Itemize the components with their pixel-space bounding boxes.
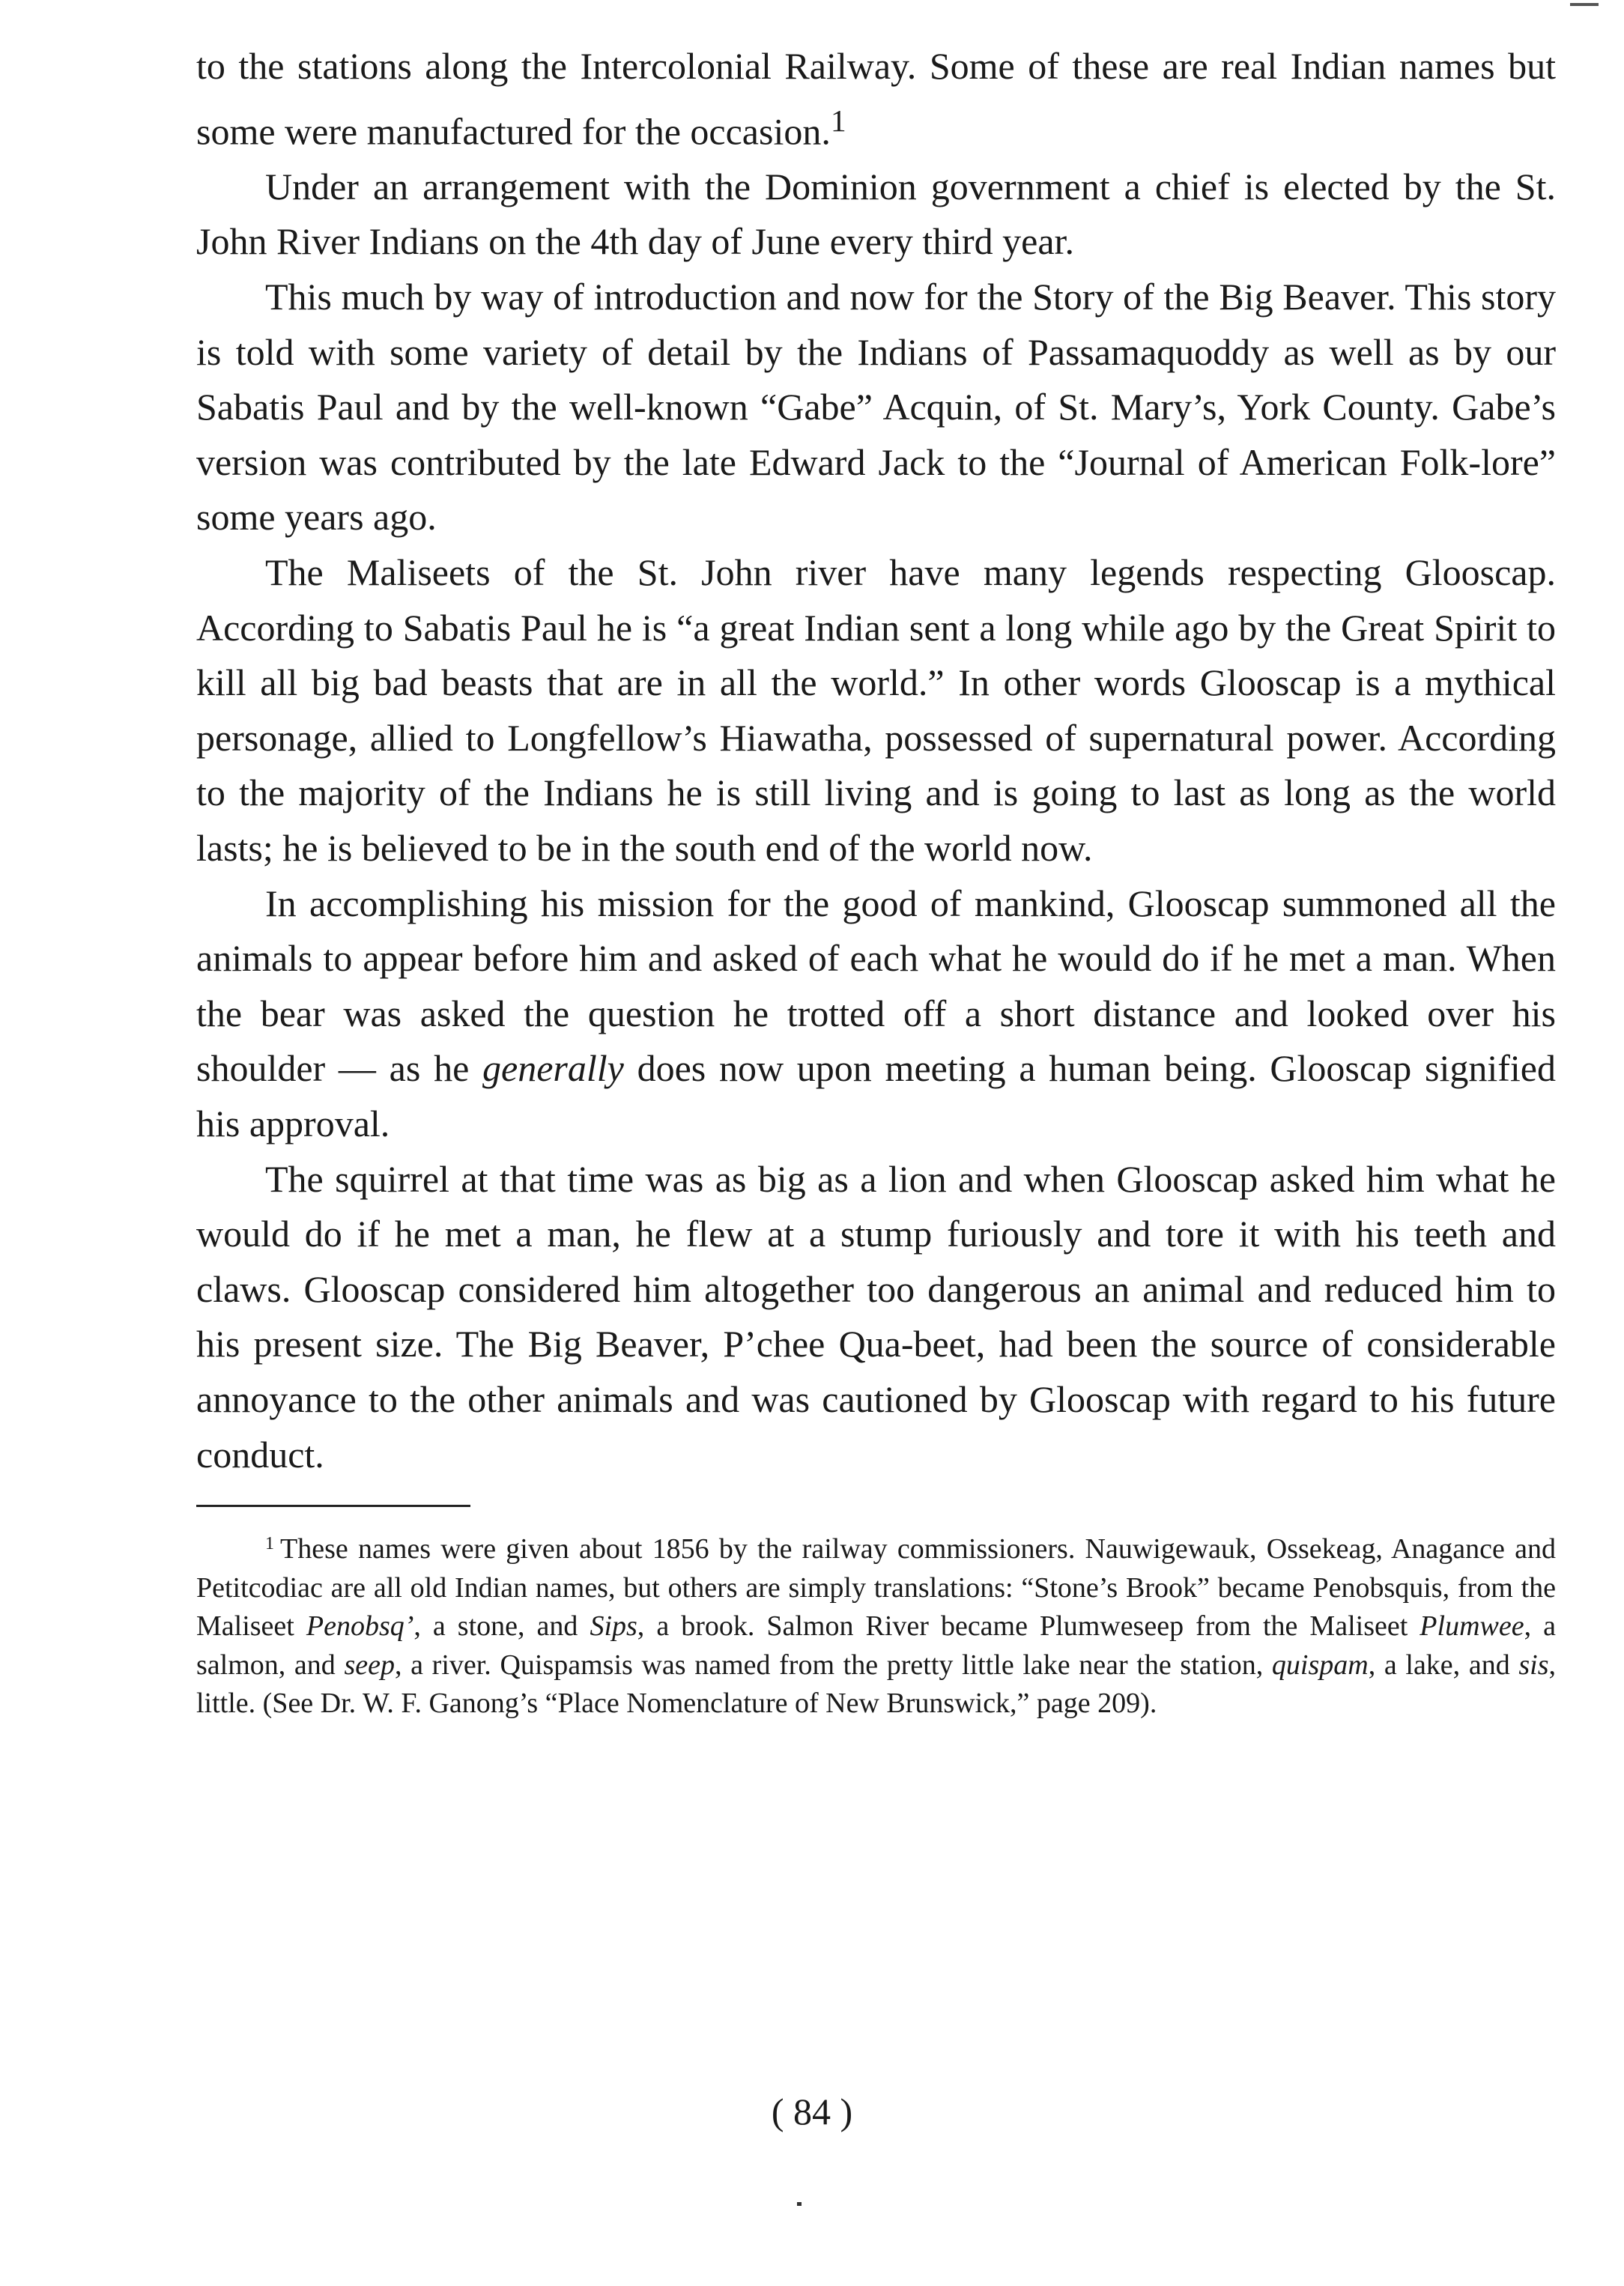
footnote-rule (196, 1505, 470, 1507)
paragraph-1: to the stations along the Intercolonial Railway. Some of these are real Indian names but some were manufactured for the occasion.$^1$ (196, 45, 1556, 153)
page-number: ( 84 ) (771, 2091, 853, 2132)
footnote-marker: 1 (265, 1534, 274, 1554)
stray-dot (797, 2202, 802, 2206)
footnote-reference: 1 (830, 103, 846, 139)
paragraph-6: The squirrel at that time was as big as a lion and when Glooscap asked him what he would do if he met a man, he flew at a stump furiously and tore it with his teeth and claws. Glooscap considered him altogether too dangerous an animal and reduced him to his present size. The Big Beaver, P’chee Qua-beet, had been the source of considerable annoyance to the other animals and was cautioned by Glooscap with regard to his future conduct. (196, 1157, 1556, 1476)
page-content (196, 39, 1556, 1723)
paragraph-2: Under an arrangement with the Dominion government a chief is elected by the St. John River Indians on the 4th day of June every third year. (196, 165, 1556, 263)
emphasis-generally: generally (482, 1047, 624, 1090)
paragraph-3: This much by way of introduction and now for the Story of the Big Beaver. This story is told with some variety of detail by the Indians of Passamaquoddy as well as by our Sabatis Paul and by the well-known “Gabe” Acquin, of St. Mary’s, York County. Gabe’s version was contributed by the late Edward Jack to the “Journal of American Folk-lore” some years ago. (196, 276, 1556, 539)
body-text (196, 39, 1556, 1482)
paragraph-4: The Maliseets of the St. John river have many legends respecting Glooscap. According to Sabatis Paul he is “a great Indian sent a long while ago by the Great Spirit to kill all big bad beasts that are in all the world.” In other words Glooscap is a mythical personage, allied to Longfellow’s Hiawatha, possessed of supernatural power. According to the majority of the Indians he is still living and is going to last as long as the world lasts; he is believed to be in the south end of the world now. (196, 551, 1556, 869)
footnote: $^1$ These names were given about 1856 by the railway commissioners. Nauwigewauk, Ossekeag, Anagance and Petitcodiac are all old Indian names, but others are simply translations: “Stone’s Brook” became Penobsquis, from the Maliseet Penobsq’, a stone, and Sips, a brook. Salmon River became Plumweseep from the Maliseet Plumwee, a salmon, and seep, a river. Quispamsis was named from the pretty little lake near the station, quispam, a lake, and sis, little. (See Dr. W. F. Ganong’s “Place Nomenclature of New Brunswick,” page 209). (196, 1533, 1556, 1720)
paragraph-5: In accomplishing his mission for the good of mankind, Glooscap summoned all the animals to appear before him and asked of each what he would do if he met a man. When the bear was asked the question he trotted off a short distance and looked over his shoulder — as he generally does now upon meeting a human being. Glooscap signified his approval. (196, 882, 1556, 1144)
corner-mark (1570, 3, 1599, 6)
